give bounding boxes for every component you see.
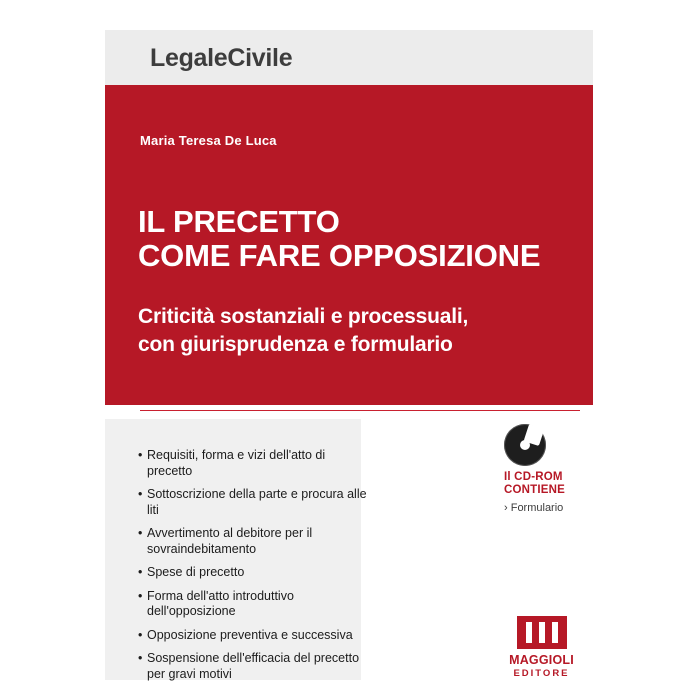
list-item: • Spese di precetto bbox=[138, 565, 368, 581]
publisher-name: MAGGIOLI bbox=[509, 653, 574, 667]
cd-rom-content-item: › Formulario bbox=[504, 502, 564, 514]
cd-rom-label-line-1: Il CD-ROM bbox=[504, 471, 563, 483]
book-subtitle-line-2: con giurisprudenza e formulario bbox=[138, 333, 453, 356]
list-item: • Avvertimento al debitore per il sovraindebitamento bbox=[138, 526, 368, 557]
publisher-logo bbox=[489, 616, 594, 679]
series-name: LegaleCivile bbox=[150, 44, 293, 72]
book-title-line-1: IL PRECETTO bbox=[138, 204, 340, 239]
book-title bbox=[138, 205, 568, 273]
list-item: • Forma dell'atto introduttivo dell'opposizione bbox=[138, 589, 368, 620]
contents-list bbox=[138, 448, 368, 690]
list-item: • Requisiti, forma e vizi dell'atto di precetto bbox=[138, 448, 368, 479]
cd-rom-label-line-2: CONTIENE bbox=[504, 484, 566, 496]
publisher-subtitle: EDITORE bbox=[513, 668, 570, 679]
book-subtitle bbox=[138, 303, 568, 359]
book-subtitle-line-1: Criticità sostanziali e processuali, bbox=[138, 305, 469, 328]
author-name: Maria Teresa De Luca bbox=[140, 133, 277, 148]
list-item: • Sottoscrizione della parte e procura alle liti bbox=[138, 487, 368, 518]
book-title-line-2: COME FARE OPPOSIZIONE bbox=[138, 238, 541, 273]
divider-rule bbox=[140, 410, 580, 411]
publisher-mark-icon bbox=[517, 616, 567, 649]
list-item: • Opposizione preventiva e successiva bbox=[138, 628, 368, 644]
list-item: • Sospensione dell'efficacia del precetto per gravi motivi bbox=[138, 651, 368, 682]
